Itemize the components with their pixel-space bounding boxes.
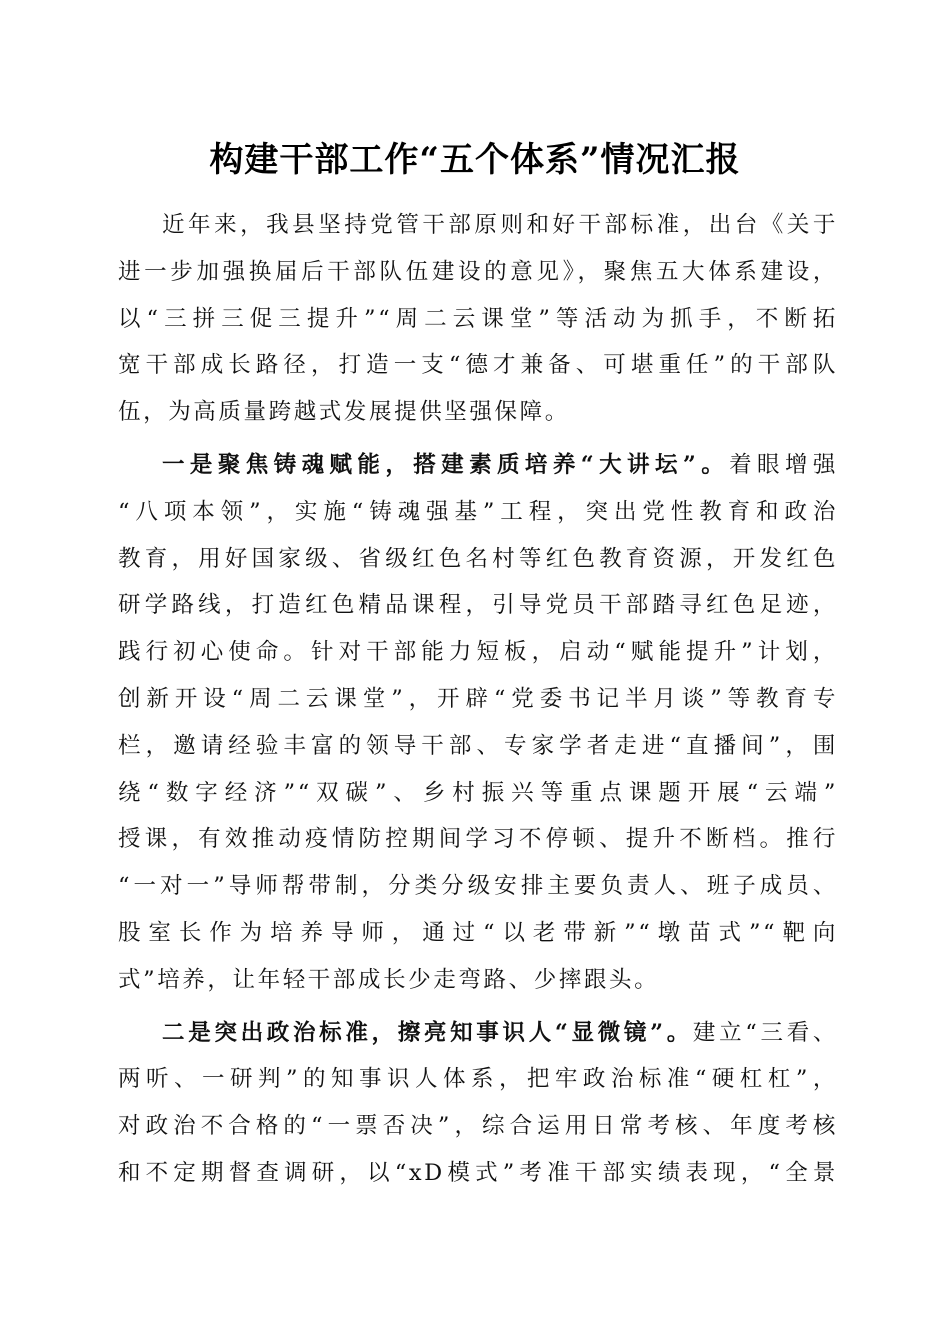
paragraph-line: 进一步加强换届后干部队伍建设的意见》，聚焦五大体系建设， <box>118 258 838 285</box>
document-body <box>118 202 838 1197</box>
paragraph-line: 两听、一研判”的知事识人体系，把牢政治标准“硬杠杠”， <box>118 1066 838 1093</box>
paragraph-line-text: 着眼增强 <box>729 451 838 478</box>
paragraph-line: 股室长作为培养导师，通过“以老带新”“墩苗式”“靶向 <box>118 919 838 946</box>
paragraph-line: 和不定期督查调研，以“xD模式”考准干部实绩表现，“全景 <box>118 1159 838 1186</box>
section-heading: 二是突出政治标准，擦亮知事识人“显微镜”。 <box>162 1019 693 1046</box>
paragraph-line: 对政治不合格的“一票否决”，综合运用日常考核、年度考核 <box>118 1113 838 1140</box>
paragraph-line: 绕“数字经济”“双碳”、乡村振兴等重点课题开展“云端” <box>118 779 838 806</box>
paragraph-line: “八项本领”，实施“铸魂强基”工程，突出党性教育和政治 <box>118 498 838 525</box>
paragraph-intro <box>118 202 838 436</box>
paragraph-line: “一对一”导师帮带制，分类分级安排主要负责人、班子成员、 <box>118 873 838 900</box>
paragraph-section-one <box>118 442 838 1004</box>
paragraph-line: 伍，为高质量跨越式发展提供坚强保障。 <box>118 399 570 426</box>
paragraph-line: 宽干部成长路径，打造一支“德才兼备、可堪重任”的干部队 <box>118 352 838 379</box>
paragraph-line: 近年来，我县坚持党管干部原则和好干部标准，出台《关于 <box>162 212 838 238</box>
paragraph-line: 创新开设“周二云课堂”，开辟“党委书记半月谈”等教育专 <box>118 685 838 712</box>
section-heading: 一是聚焦铸魂赋能，搭建素质培养“大讲坛”。 <box>162 451 730 478</box>
paragraph-line: 研学路线，打造红色精品课程，引导党员干部踏寻红色足迹， <box>118 592 838 619</box>
paragraph-line: 式”培养，让年轻干部成长少走弯路、少摔跟头。 <box>118 966 660 993</box>
paragraph-line-text: 建立“三看、 <box>692 1019 838 1046</box>
paragraph-first-line <box>118 1010 838 1057</box>
paragraph-first-line <box>118 442 838 489</box>
paragraph-section-two <box>118 1010 838 1197</box>
paragraph-line: 栏，邀请经验丰富的领导干部、专家学者走进“直播间”，围 <box>118 732 838 759</box>
document-title: 构建干部工作“五个体系”情况汇报 <box>209 140 741 180</box>
paragraph-line: 授课，有效推动疫情防控期间学习不停顿、提升不断档。推行 <box>118 826 838 853</box>
paragraph-line: 教育，用好国家级、省级红色名村等红色教育资源，开发红色 <box>118 545 838 572</box>
paragraph-line: 践行初心使命。针对干部能力短板，启动“赋能提升”计划， <box>118 639 838 666</box>
paragraph-line: 以“三拼三促三提升”“周二云课堂”等活动为抓手，不断拓 <box>118 305 838 332</box>
